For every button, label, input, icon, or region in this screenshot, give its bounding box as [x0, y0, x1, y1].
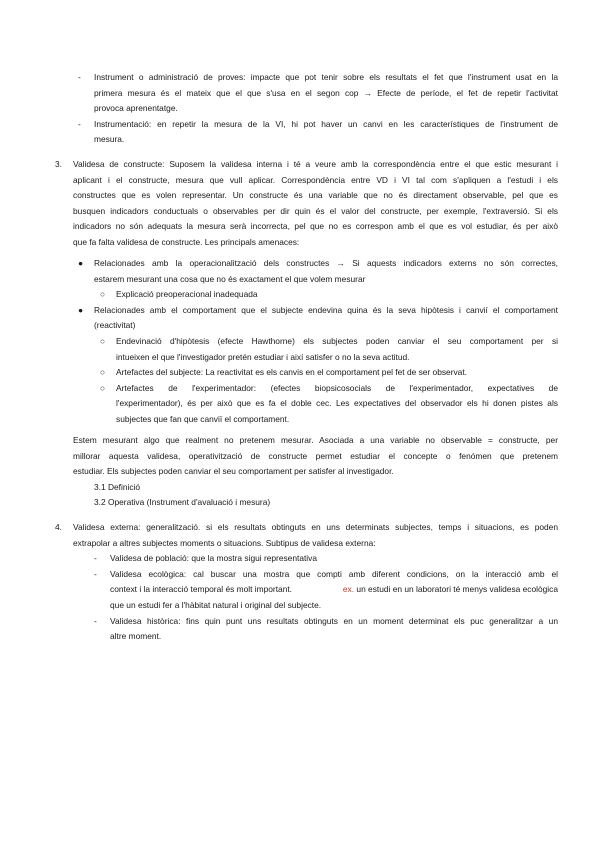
- bullet-line: provoca aprenentatge.: [94, 103, 178, 114]
- bullet-line: que un estudi fer a l'hàbitat natural i original del subjecte.: [110, 600, 322, 610]
- sub-bullet-line: Artefactes de l'experimentador: (efectes biopsicosocials de l'experimentador, expectatives de: [116, 382, 558, 393]
- section-3-line: aplicant i el constructe, mesura que vull aplicar. Correspondència entre VD i VI tal com s'apliquen a l'estudi i els: [73, 174, 558, 185]
- section-3-line: que fa falta validesa de constructe. Les principals amenaces:: [73, 237, 300, 247]
- bullet-line: Instrument o administració de proves: impacte que pot tenir sobre els resultats el fet que l'instrument usat en la: [94, 72, 558, 82]
- section-number: 4.: [55, 522, 62, 532]
- paragraph-line: millorar aquesta validesa, operativització de constructe permet estudiar el concepte o fenómen que pretenem: [73, 450, 558, 461]
- bullet-line: Validesa històrica: fins quin punt uns resultats obtinguts en un moment determinat els puc generalitzar a un: [110, 615, 558, 626]
- bullet-text: [343, 582, 558, 598]
- sub-bullet-line: Artefactes del subjecte: La reactivitat es els canvis en el comportament pel fet de ser observat.: [116, 367, 467, 378]
- example-highlight: ex.: [342, 584, 355, 595]
- paragraph-line: Estem mesurant algo que realment no pretenem mesurar. Asociada a una variable no observable = constructe, per: [73, 435, 558, 445]
- dash-marker: -: [94, 568, 97, 579]
- sub-bullet-line: Endevinació d'hipòtesis (efecte Hawthorne) els subjectes poden canviar el seu comportament per si: [116, 336, 558, 346]
- dash-marker: -: [94, 615, 97, 626]
- section-3-line: Validesa de constructe: Suposem la validesa interna i té a veure amb la correspondència entre el que estic mesurant i: [73, 159, 558, 169]
- subsection-heading: 3.1 Definició: [94, 481, 141, 492]
- bullet-line: Instrumentació: en repetir la mesura de la VI, hi pot haver un canvi en les característiques de l'instrument de: [94, 118, 558, 129]
- sub-bullet-marker: ○: [100, 336, 106, 346]
- dash-marker: -: [78, 72, 81, 82]
- bullet-text: context i la interacció temporal és molt important.: [110, 584, 293, 595]
- bullet-line: Validesa ecològica: cal buscar una mostra que compti amb diferent condicions, on la interacció amb el: [110, 568, 558, 579]
- sub-bullet-marker: ○: [100, 289, 106, 300]
- bullet-line: (reactivitat): [94, 320, 136, 331]
- section-3-line: indicadors no són adequats la mesura serà incorrecta, pel que no es correspon amb el que es vol estudiar, és per això: [73, 221, 558, 232]
- bullet-line: Relacionades amb el comportament que el subjecte endevina quina és la seva hipòtesis i canvií el comportament: [94, 304, 558, 315]
- dash-marker: -: [94, 553, 97, 564]
- bullet-text-continued: un estudi en un laboratori té menys validesa ecològica: [356, 584, 558, 595]
- sub-bullet-line: Explicació preoperacional inadequada: [116, 289, 258, 300]
- section-3-line: busquen indicadors conductuals o observables per dir quin és el valor del constructe, per exemple, l'extraversió. Si els: [73, 205, 558, 216]
- section-4-line: Validesa externa: generalització. si els resultats obtinguts en uns determinats subjectes, temps i situacions, es poden: [73, 522, 558, 532]
- section-3-line: constructes que es volen representar. Un constructe és una variable que no és directament observable, pel que es: [73, 190, 558, 201]
- section-4-line: extrapolar a altres subjectes moments o situacions. Subtipus de validesa externa:: [73, 537, 376, 548]
- bullet-line-mixed: [110, 582, 558, 598]
- bullet-line: Relacionades amb la operacionalització dels constructes → Si aquests indicadors externs no són correctes,: [94, 258, 558, 268]
- dash-marker: -: [78, 118, 81, 129]
- paragraph-line: estudiar. Els subjectes poden canviar el seu comportament per satisfer al investigador.: [73, 466, 394, 477]
- sub-bullet-marker: ○: [100, 382, 106, 393]
- bullet-line: mesura.: [94, 134, 125, 145]
- sub-bullet-line: intueixen el que l'investigador pretén estudiar i així satisfer o no la seva actitud.: [116, 351, 410, 362]
- sub-bullet-line: l'experimentador), és per això que es fa el doble cec. Les expectatives del observador els hi donen pistes als: [116, 398, 558, 409]
- bullet-line: primera mesura és el mateix que el que s'usa en el segon cop → Efecte de període, el fet de repetir l'activitat: [94, 87, 558, 98]
- subsection-heading: 3.2 Operativa (Instrument d'avaluació i mesura): [94, 497, 271, 508]
- bullet-line: Validesa de població: que la mostra sigui representativa: [110, 553, 318, 564]
- sub-bullet-line: subjectes que fan que canviï el comportament.: [116, 414, 290, 424]
- section-number: 3.: [55, 159, 62, 169]
- bullet-line: altre moment.: [110, 631, 162, 642]
- bullet-line: estarem mesurant una cosa que no és exactament el que volem mesurar: [94, 273, 366, 284]
- bullet-marker: ●: [78, 304, 84, 315]
- bullet-marker: ●: [78, 258, 84, 268]
- sub-bullet-marker: ○: [100, 367, 106, 378]
